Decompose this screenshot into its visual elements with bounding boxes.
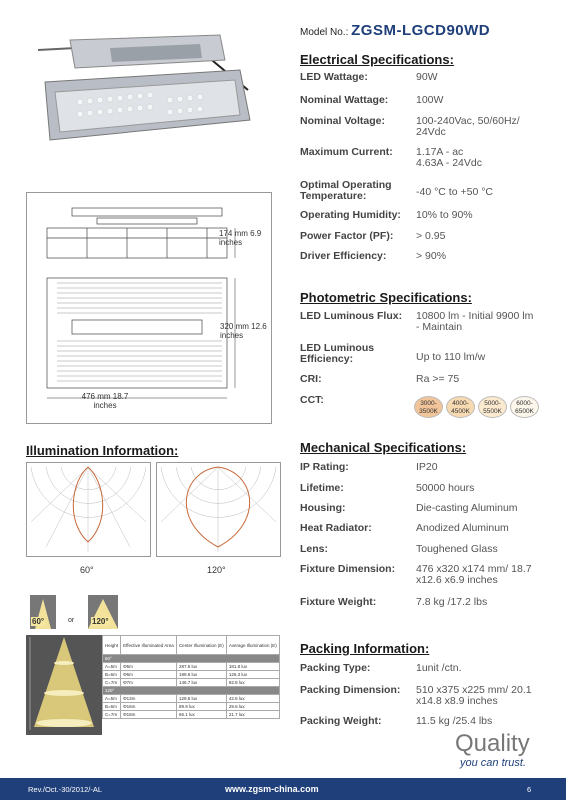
spec-label: Operating Humidity:	[300, 209, 401, 221]
cell: Φ7m	[121, 679, 177, 687]
revision-text: Rev./Oct.-30/2012/-AL	[28, 785, 103, 794]
cell: 42.6 lux	[226, 695, 279, 703]
cell: 199.6 lux	[176, 671, 226, 679]
spec-value: 50000 hours	[416, 482, 475, 494]
spec-value: 100W	[416, 94, 444, 106]
cell: A=5m	[103, 663, 121, 671]
spec-value: 1.17A - ac 4.63A - 24Vdc	[416, 146, 482, 169]
cell: C=7m	[103, 679, 121, 687]
mechanical-title: Mechanical Specifications:	[300, 440, 467, 455]
website-link[interactable]: www.zgsm-china.com	[225, 784, 319, 794]
electrical-title: Electrical Specifications:	[300, 52, 454, 67]
table-row	[103, 695, 280, 703]
footer-bar	[0, 778, 566, 800]
th-height: Height	[103, 636, 121, 655]
cct-badge-5000: 5000-5500K	[478, 396, 507, 418]
spec-value: 1unit /ctn.	[416, 662, 462, 674]
illumination-table	[102, 635, 280, 719]
cell: 129.5 lux	[176, 695, 226, 703]
height-dimension: 174 mm 6.9 inches	[219, 229, 262, 247]
spec-value: Die-casting Aluminum	[416, 502, 518, 514]
cell: 181.8 lux	[226, 663, 279, 671]
cell: B=6m	[103, 703, 121, 711]
spec-label: LED Wattage:	[300, 71, 368, 83]
spec-label: Heat Radiator:	[300, 522, 372, 534]
page-number: 6	[527, 785, 532, 794]
cell: 89.9 lux	[176, 703, 226, 711]
table-row	[103, 703, 280, 711]
spec-value: Ra >= 75	[416, 373, 460, 385]
spec-label: Housing:	[300, 502, 346, 514]
depth-dimension: 320 mm 12.6 inches	[220, 322, 267, 340]
spec-value: 11.5 kg /25.4 lbs	[416, 715, 493, 727]
cell: 146.7 lux	[176, 679, 226, 687]
cell: Φ18m	[121, 711, 177, 719]
width-dimension: 476 mm 18.7 inches	[81, 392, 129, 410]
cell: 287.5 lux	[176, 663, 226, 671]
cell: Φ16m	[121, 703, 177, 711]
spec-label: IP Rating:	[300, 461, 349, 473]
spec-value: 10800 lm - Initial 9900 lm - Maintain	[416, 310, 534, 333]
spec-label: Maximum Current:	[300, 146, 393, 158]
or-label: or	[68, 617, 75, 624]
spec-value: 100-240Vac, 50/60Hz/ 24Vdc	[416, 115, 520, 138]
cell: C=7m	[103, 711, 121, 719]
spec-value: > 90%	[416, 250, 447, 262]
spec-label: Fixture Weight:	[300, 596, 377, 608]
photometric-title: Photometric Specifications:	[300, 290, 472, 305]
product-photo	[30, 30, 255, 155]
spec-label: Packing Dimension:	[300, 684, 401, 696]
spec-value: Up to 110 lm/w	[416, 351, 486, 363]
spec-label: Lens:	[300, 543, 329, 555]
spec-value: -40 °C to +50 °C	[416, 186, 493, 198]
spec-label: Nominal Voltage:	[300, 115, 385, 127]
spec-value: 510 x375 x225 mm/ 20.1 x14.8 x8.9 inches	[416, 684, 532, 707]
polar-label-120: 120°	[207, 565, 226, 575]
spec-label: CCT:	[300, 394, 324, 406]
cell: 21.7 lux	[226, 711, 279, 719]
table-row	[103, 679, 280, 687]
spec-label: Packing Type:	[300, 662, 371, 674]
cct-badge-6000: 6000-6500K	[510, 396, 539, 418]
spec-value: > 0.95	[416, 230, 446, 242]
dimension-drawing-svg	[27, 193, 271, 423]
cct-badge-4000: 4000-4500K	[446, 396, 475, 418]
spec-label: LED Luminous Flux:	[300, 310, 403, 322]
cell: Φ13m	[121, 695, 177, 703]
spec-label: Lifetime:	[300, 482, 344, 494]
th-area: Effective Illuminated Area	[121, 636, 177, 655]
th-average: Average Illumination (E)	[226, 636, 279, 655]
spec-label: Packing Weight:	[300, 715, 382, 727]
spec-value: 10% to 90%	[416, 209, 473, 221]
cell: Φ6m	[121, 671, 177, 679]
beam-120-label: 120°	[92, 617, 109, 626]
cell: Φ5m	[121, 663, 177, 671]
packing-title: Packing Information:	[300, 641, 430, 656]
beam-60-label: 60°	[32, 617, 45, 626]
spec-label: Power Factor (PF):	[300, 230, 394, 242]
spec-value: 90W	[416, 71, 438, 83]
spec-label: Optimal Operating Temperature:	[300, 179, 392, 202]
spec-label: Nominal Wattage:	[300, 94, 389, 106]
polar-diagram-60	[26, 462, 151, 557]
cell: B=6m	[103, 671, 121, 679]
table-row	[103, 711, 280, 719]
cct-badge-3000: 3000-3500K	[414, 396, 443, 418]
spec-label: Fixture Dimension:	[300, 563, 396, 575]
cell: 29.6 lux	[226, 703, 279, 711]
cell: 92.8 lux	[226, 679, 279, 687]
cell: 126.3 lux	[226, 671, 279, 679]
spec-value: 476 x320 x174 mm/ 18.7 x12.6 x6.9 inches	[416, 563, 532, 586]
polar-label-60: 60°	[80, 565, 94, 575]
illumination-title: Illumination Information:	[26, 443, 179, 458]
table-row	[103, 663, 280, 671]
spec-label: LED Luminous Efficiency:	[300, 342, 375, 365]
spec-value: Anodized Aluminum	[416, 522, 509, 534]
model-number	[300, 22, 490, 39]
quality-tagline: you can trust.	[460, 757, 527, 769]
spec-value: IP20	[416, 461, 438, 473]
illumination-cone	[26, 635, 102, 735]
model-prefix: Model No.:	[300, 27, 349, 38]
spec-label: Driver Efficiency:	[300, 250, 387, 262]
th-center: Center Illumination (E)	[176, 636, 226, 655]
spec-value: Toughened Glass	[416, 543, 498, 555]
cell: A=5m	[103, 695, 121, 703]
group-60: 60°	[103, 655, 280, 663]
quality-logo: Quality	[455, 730, 530, 757]
spec-value: 7.8 kg /17.2 lbs	[416, 596, 488, 608]
dimension-drawing	[26, 192, 272, 424]
model-value: ZGSM-LGCD90WD	[351, 22, 491, 39]
group-120: 120°	[103, 687, 280, 695]
spec-label: CRI:	[300, 373, 322, 385]
table-row	[103, 671, 280, 679]
polar-diagram-120	[156, 462, 281, 557]
cell: 66.1 lux	[176, 711, 226, 719]
